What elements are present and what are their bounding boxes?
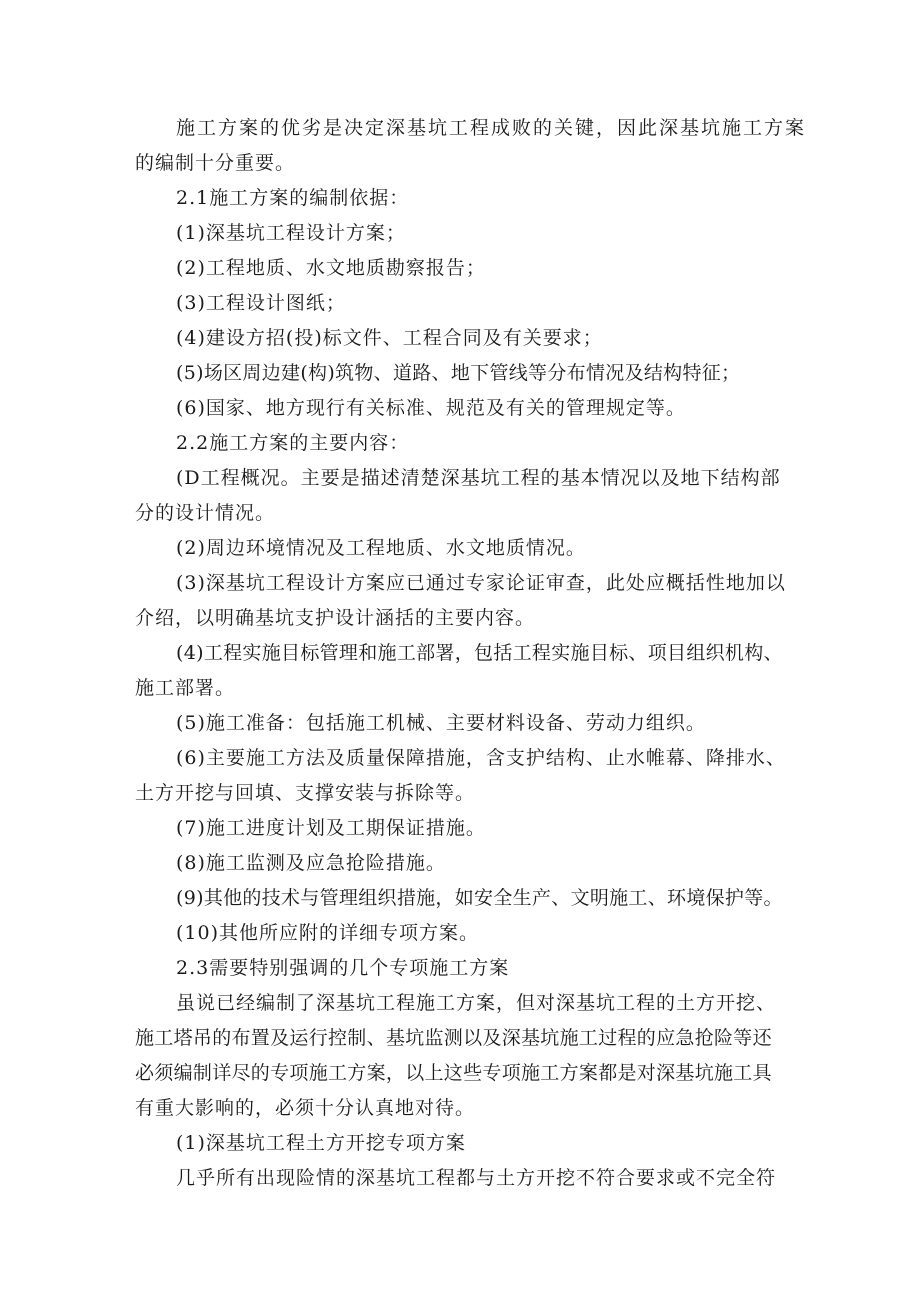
paragraph-line: 施工塔吊的布置及运行控制、基坑监测以及深基坑施工过程的应急抢险等还: [135, 1027, 772, 1049]
paragraph-line: 分的设计情况。: [135, 502, 276, 524]
paragraph-line: 有重大影响的，必须十分认真地对待。: [135, 1097, 476, 1119]
list-item: (8)施工监测及应急抢险措施。: [176, 852, 446, 874]
list-item: (6)主要施工方法及质量保障措施，含支护结构、止水帷幕、降排水、: [176, 747, 786, 769]
paragraph-line: 的编制十分重要。: [135, 152, 296, 174]
list-item: (4)工程实施目标管理和施工部署，包括工程实施目标、项目组织机构、: [176, 642, 783, 664]
list-item: (6)国家、地方现行有关标准、规范及有关的管理规定等。: [176, 397, 686, 419]
list-item: (10)其他所应附的详细专项方案。: [176, 922, 480, 944]
list-item: (9)其他的技术与管理组织措施，如安全生产、文明施工、环境保护等。: [176, 887, 783, 909]
list-item: (3)深基坑工程设计方案应已通过专家论证审查，此处应概括性地加以: [176, 572, 786, 594]
paragraph-line: 几乎所有出现险情的深基坑工程都与土方开挖不符合要求或不完全符: [176, 1167, 777, 1189]
section-heading: 2.2施工方案的主要内容：: [176, 432, 410, 454]
paragraph-line: 施工部署。: [135, 677, 236, 699]
paragraph-line: 介绍，以明确基坑支护设计涵括的主要内容。: [135, 607, 536, 629]
list-item: (4)建设方招(投)标文件、工程合同及有关要求；: [176, 327, 603, 349]
paragraph-line: 土方开挖与回填、支撑安装与拆除等。: [135, 782, 476, 804]
paragraph-line: 必须编制详尽的专项施工方案，以上这些专项施工方案都是对深基坑施工具: [135, 1062, 772, 1084]
list-item: (2)工程地质、水文地质勘察报告；: [176, 257, 486, 279]
list-item: (7)施工进度计划及工期保证措施。: [176, 817, 486, 839]
list-item: (2)周边环境情况及工程地质、水文地质情况。: [176, 537, 586, 559]
paragraph-line: 虽说已经编制了深基坑工程施工方案，但对深基坑工程的土方开挖、: [176, 992, 777, 1014]
list-item: (5)施工准备：包括施工机械、主要材料设备、劳动力组织。: [176, 712, 706, 734]
paragraph-line: 施工方案的优劣是决定深基坑工程成败的关键，因此深基坑施工方案: [176, 117, 807, 139]
list-item: (5)场区周边建(构)筑物、道路、地下管线等分布情况及结构特征；: [176, 362, 741, 384]
section-heading: 2.3需要特别强调的几个专项施工方案: [176, 957, 510, 979]
section-heading: 2.1施工方案的编制依据：: [176, 187, 410, 209]
list-item: (1)深基坑工程土方开挖专项方案: [176, 1132, 466, 1154]
list-item: (D工程概况。主要是描述清楚深基坑工程的基本情况以及地下结构部: [176, 467, 781, 489]
list-item: (3)工程设计图纸；: [176, 292, 346, 314]
list-item: (1)深基坑工程设计方案；: [176, 222, 406, 244]
